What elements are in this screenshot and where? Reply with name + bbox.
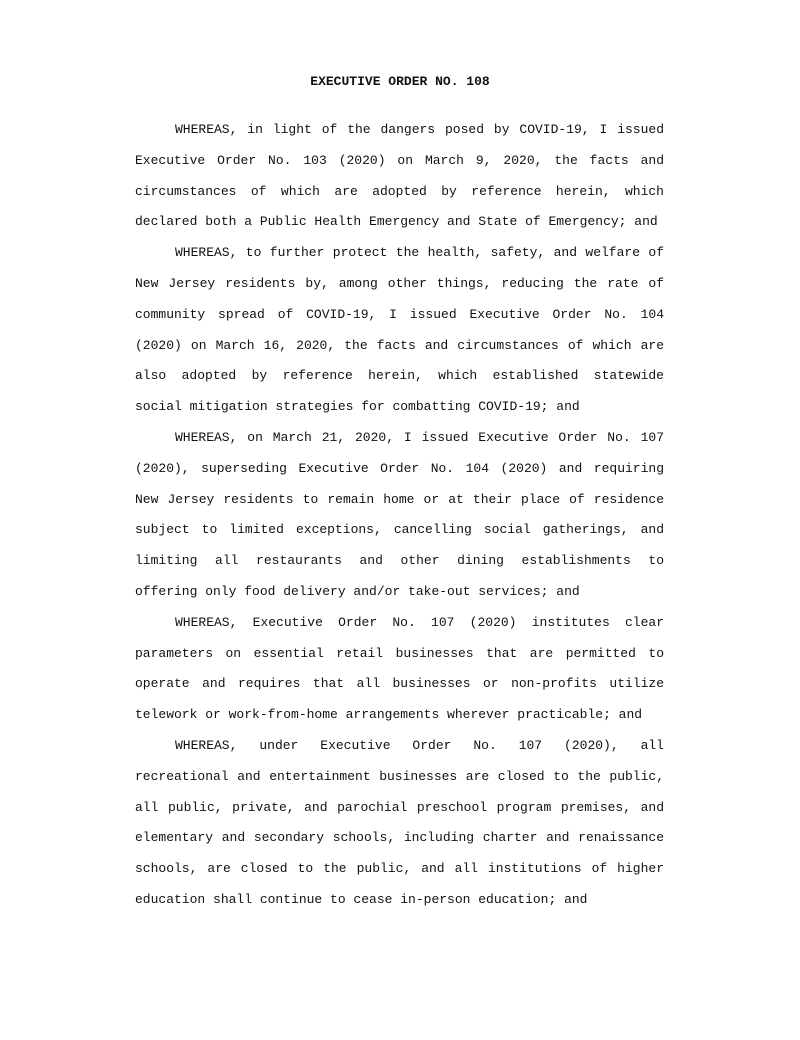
document-body: [135, 115, 664, 916]
document-title: EXECUTIVE ORDER NO. 108: [310, 74, 490, 89]
whereas-paragraph-2: WHEREAS, to further protect the health, safety, and welfare of New Jersey residents by, among other things, reducing the rate of community spread of COVID-19, I issued Executive Order No. 104 (2020) on March 16, 2020, the facts and circumstances of which are also adopted by reference herein, which established statewide social mitigation strategies for combatting COVID-19; and: [135, 245, 664, 415]
whereas-paragraph-3: WHEREAS, on March 21, 2020, I issued Executive Order No. 107 (2020), superseding Executive Order No. 104 (2020) and requiring New Jersey residents to remain home or at their place of residence subject to limited exceptions, cancelling social gatherings, and limiting all restaurants and other dining establishments to offering only food delivery and/or take-out services; and: [135, 429, 664, 599]
whereas-paragraph-1: WHEREAS, in light of the dangers posed by COVID-19, I issued Executive Order No. 103 (2020) on March 9, 2020, the facts and circumstances of which are adopted by reference herein, which declared both a Public Health Emergency and State of Emergency; and: [135, 122, 664, 230]
whereas-paragraph-4: WHEREAS, Executive Order No. 107 (2020) institutes clear parameters on essential retail businesses that are permitted to operate and requires that all businesses or non-profits utilize telework or work-from-home arrangements wherever practicable; and: [135, 614, 664, 723]
whereas-paragraph-5: WHEREAS, under Executive Order No. 107 (2020), all recreational and entertainment businesses are closed to the public, all public, private, and parochial preschool program premises, and elementary and secondary schools, including charter and renaissance schools, are closed to the public, and all institutions of higher education shall continue to cease in-person education; and: [135, 737, 664, 907]
